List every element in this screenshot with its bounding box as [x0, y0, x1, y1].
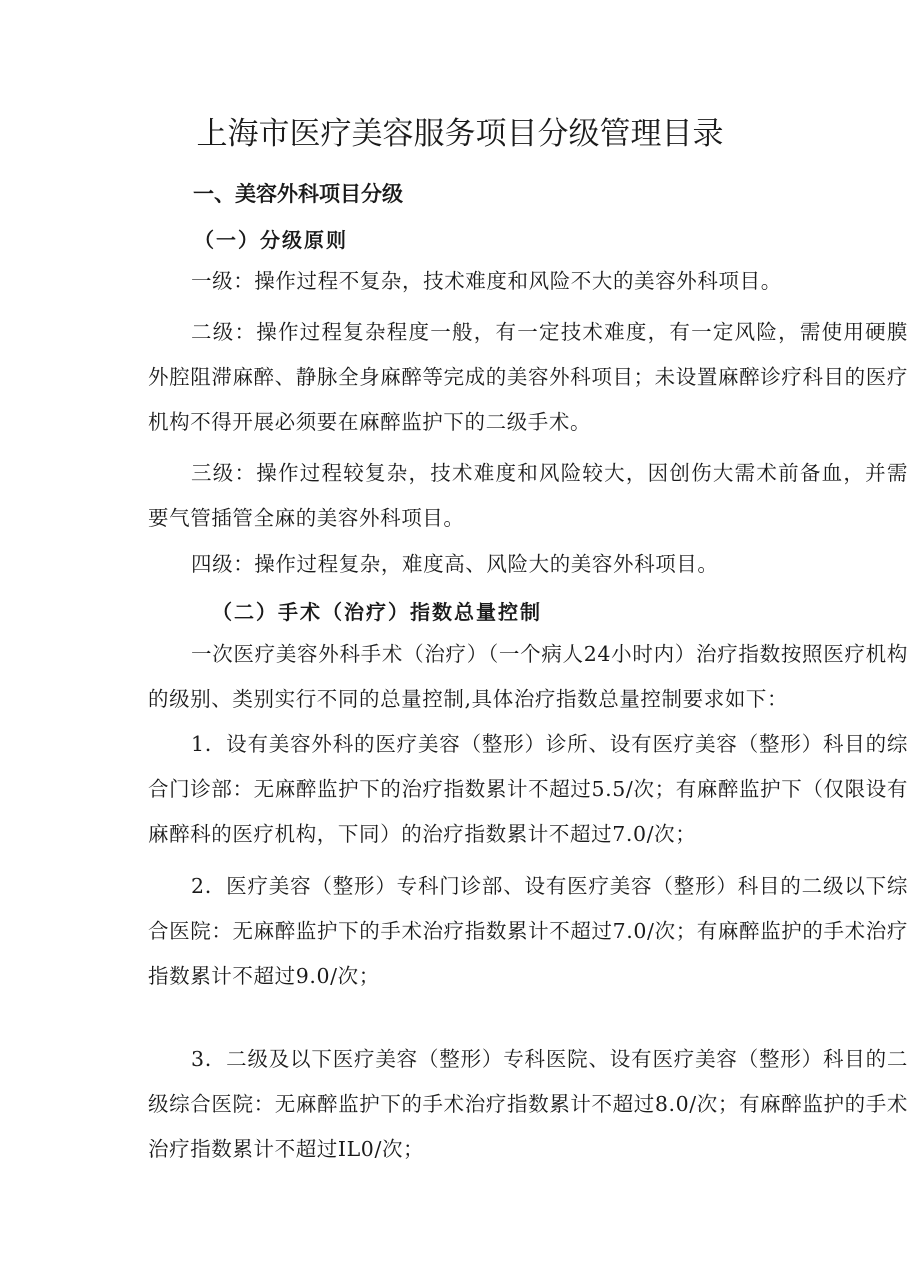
paragraph-level-4: 四级：操作过程复杂，难度高、风险大的美容外科项目。 — [191, 552, 719, 576]
section-heading-cosmetic-surgery: 一、美容外科项目分级 — [193, 182, 403, 206]
paragraph-level-2: 二级：操作过程复杂程度一般，有一定技术难度，有一定风险，需使用硬膜外腔阻滞麻醉、静脉全身麻醉等完成的美容外科项目；未设置麻醉诊疗科目的医疗机构不得开展必须要在麻醉监护下的二级手术。 — [148, 320, 908, 434]
list-item-3: 3．二级及以下医疗美容（整形）专科医院、设有医疗美容（整形）科目的二级综合医院：无麻醉监护下的手术治疗指数累计不超过8.0/次；有麻醉监护的手术治疗指数累计不超过IL0/次； — [148, 1047, 908, 1161]
subheading-index-total-control: （二）手术（治疗）指数总量控制 — [212, 600, 542, 624]
paragraph-level-1: 一级：操作过程不复杂，技术难度和风险不大的美容外科项目。 — [191, 269, 782, 293]
subheading-grading-principles: （一）分级原则 — [194, 228, 348, 252]
document-title: 上海市医疗美容服务项目分级管理目录 — [196, 116, 724, 152]
list-item-1: 1．设有美容外科的医疗美容（整形）诊所、设有医疗美容（整形）科目的综合门诊部：无麻醉监护下的治疗指数累计不超过5.5/次；有麻醉监护下（仅限设有麻醉科的医疗机构，下同）的治疗指数累计不超过7.0/次； — [148, 732, 908, 846]
paragraph-control-intro: 一次医疗美容外科手术（治疗）（一个病人24小时内）治疗指数按照医疗机构的级别、类别实行不同的总量控制,具体治疗指数总量控制要求如下： — [148, 642, 908, 711]
paragraph-level-3: 三级：操作过程较复杂，技术难度和风险较大，因创伤大需术前备血，并需要气管插管全麻的美容外科项目。 — [148, 461, 908, 530]
list-item-2: 2．医疗美容（整形）专科门诊部、设有医疗美容（整形）科目的二级以下综合医院：无麻醉监护下的手术治疗指数累计不超过7.0/次；有麻醉监护的手术治疗指数累计不超过9.0/次； — [148, 874, 908, 988]
